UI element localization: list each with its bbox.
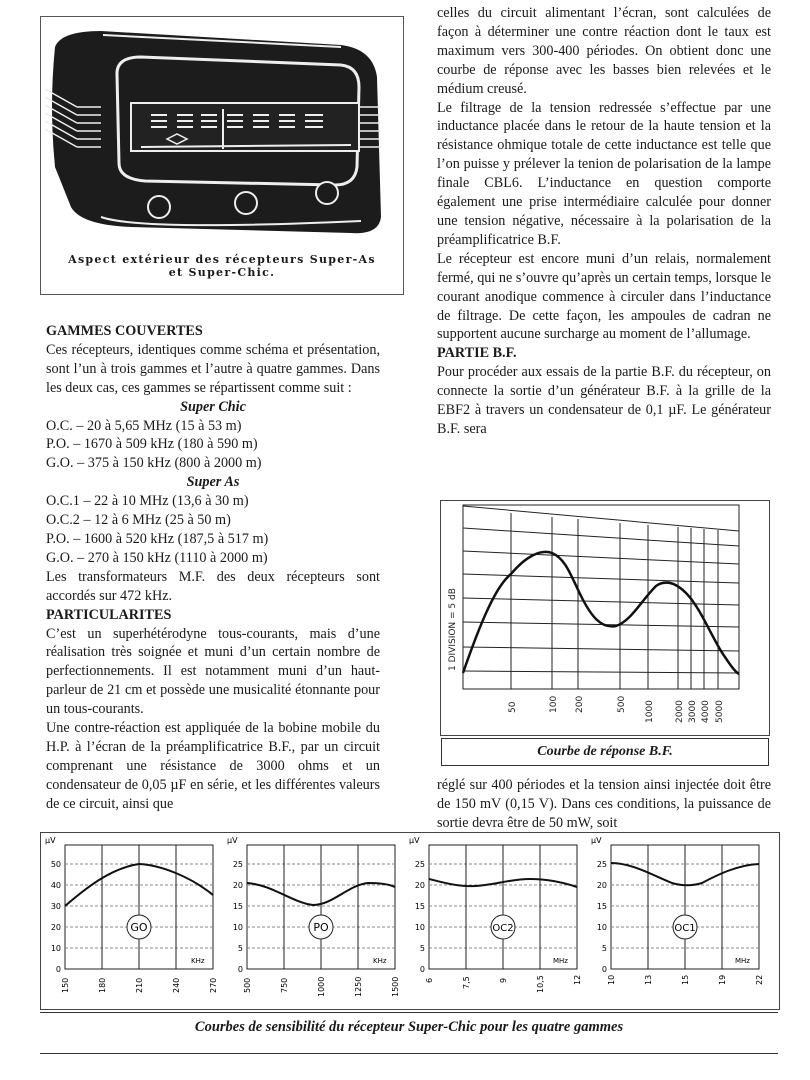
ytick: 10: [596, 923, 607, 932]
chart-po: [227, 836, 400, 997]
sensitivity-caption: Courbes de sensibilité du récepteur Super-Chic pour les quatre gammes: [40, 1012, 778, 1054]
super-as-band: O.C.2 – 12 à 6 MHz (25 à 50 m): [46, 512, 231, 529]
right-p3: Le récepteur est encore muni d’un relais, normalement fermé, qui ne s’ouvre qu’après un certain temps, lorsque le courant anodique commence à circuler dans l’inductance de filtrage. De cette façon, les ampoules de cadran ne supportent aucune surcharge au moment de l’allumage.: [437, 250, 771, 343]
ytick: 0: [601, 965, 607, 974]
super-chic-band: G.O. – 375 à 150 kHz (800 à 2000 m): [46, 455, 262, 472]
particularites-p1: C’est un superhétérodyne tous-courants, mais d’une réalisation très soignée et muni d’un certain nombre de perfectionnements. Il est notamment muni d’un haut-parleur de 21 cm et possède une musicalité étonnante pour un tous-courants.: [46, 625, 380, 718]
super-chic-band: P.O. – 1670 à 509 kHz (180 à 590 m): [46, 436, 258, 453]
bf-xtick: 5000: [715, 700, 725, 723]
ytick: 10: [414, 923, 425, 932]
right-column-bottom: [437, 776, 771, 833]
bf-xtick: 200: [575, 695, 585, 713]
bf-xtick: 2000: [675, 700, 685, 723]
xtick: 10: [607, 974, 616, 985]
ytick: 25: [596, 860, 607, 869]
ytick: 50: [50, 860, 61, 869]
bf-chart-caption: Courbe de réponse B.F.: [441, 738, 769, 766]
right-p4: Pour procéder aux essais de la partie B.F. du récepteur, on connecte la sortie d’un générateur B.F. à la grille de la EBF2 à travers un condensateur de 0,1 µF. Le générateur B.F. sera: [437, 364, 771, 437]
ytick: 30: [50, 902, 61, 911]
bf-ylabel: 1 DIVISION = 5 dB: [448, 588, 458, 671]
bf-xtick: 50: [508, 701, 518, 713]
xtick: 180: [98, 977, 107, 993]
mf-note: Les transformateurs M.F. des deux récepteurs sont accordés sur 472 kHz.: [46, 568, 380, 604]
xtick: 240: [172, 977, 181, 993]
xtick: 270: [209, 977, 218, 993]
bf-xtick: 1000: [645, 700, 655, 723]
xunit-go: KHz: [191, 957, 205, 965]
xunit-po: KHz: [373, 957, 387, 965]
bf-xtick: 4000: [701, 700, 711, 723]
xtick: 500: [243, 977, 252, 993]
xtick: 19: [718, 974, 727, 985]
radio-illustration: [41, 17, 403, 247]
xtick: 12: [573, 974, 582, 985]
heading-partie-bf: PARTIE B.F.: [437, 345, 517, 362]
xtick: 1250: [354, 976, 363, 997]
chart-go: [45, 836, 218, 993]
ytick: 20: [50, 923, 61, 932]
xtick: 22: [755, 974, 764, 985]
unit-oc2: µV: [409, 836, 420, 845]
ytick: 5: [419, 944, 425, 953]
super-as-band: G.O. – 270 à 150 kHz (1110 à 2000 m): [46, 549, 268, 566]
super-as-title: Super As: [186, 474, 240, 491]
heading-gammes-couvertes: GAMMES COUVERTES: [46, 323, 203, 339]
badge-go: GO: [130, 921, 148, 934]
unit-oc1: µV: [591, 836, 602, 845]
gammes-intro: Ces récepteurs, identiques comme schéma et présentation, sont l’un à trois gammes et l’autre à quatre gammes. Dans les deux cas, ces gammes se répartissent comme suit :: [46, 341, 380, 396]
particularites-p2: Une contre-réaction est appliquée de la bobine mobile du H.P. à l’écran de la préamplificatrice B.F., par un circuit comprenant une résistance de 3000 ohms et un condensateur de 0,05 µF en série, et les différentes valeurs de ce circuit, ainsi que: [46, 720, 380, 812]
super-as-band: O.C.1 – 22 à 10 MHz (13,6 à 30 m): [46, 493, 249, 510]
bf-xtick: 500: [617, 695, 627, 713]
badge-oc2: OC2: [492, 923, 514, 934]
xtick: 150: [61, 977, 70, 993]
ytick: 10: [50, 944, 61, 953]
ytick: 15: [596, 902, 607, 911]
heading-particularites: PARTICULARITES: [46, 606, 172, 623]
super-as-band: P.O. – 1600 à 520 kHz (187,5 à 517 m): [46, 530, 269, 547]
ytick: 15: [232, 902, 243, 911]
xtick: 15: [681, 974, 690, 985]
ytick: 20: [414, 881, 425, 890]
xtick: 210: [135, 977, 144, 993]
chart-oc1: [591, 836, 764, 985]
xunit-oc1: MHz: [735, 957, 750, 965]
badge-oc1: OC1: [674, 923, 696, 934]
ytick: 10: [232, 923, 243, 932]
xtick: 10,5: [536, 975, 545, 993]
right-p2: Le filtrage de la tension redressée s’effectue par une inductance placée dans le retour de la haute tension et la résistance ohmique totale de cette inductance est telle que l’on puisse y prélever la tenion de polarisation de la lampe finale CBL6. L’inductance en question comporte également une prise intermédiaire calculée pour donner une tension négative, nécessaire à la polarisation de la préamplificatrice B.F.: [437, 99, 771, 248]
xtick: 7,5: [462, 976, 471, 989]
ytick: 25: [232, 860, 243, 869]
ytick: 15: [414, 902, 425, 911]
bf-response-chart: [440, 500, 770, 736]
xtick: 750: [280, 977, 289, 993]
ytick: 25: [414, 860, 425, 869]
super-chic-band: O.C. – 20 à 5,65 MHz (15 à 53 m): [46, 417, 242, 434]
ytick: 20: [596, 881, 607, 890]
right-p1: celles du circuit alimentant l’écran, sont calculées de façon à déterminer une contre réaction dont le taux est maximum vers 300-400 périodes. On obtient donc une courbe de réponse avec les basses bien relevées et le médium creusé.: [437, 5, 771, 97]
xtick: 13: [644, 974, 653, 985]
xtick: 6: [425, 977, 434, 983]
bf-xtick: 3000: [688, 700, 698, 723]
radio-caption-line1: Aspect extérieur des récepteurs Super-As: [68, 253, 376, 266]
xtick: 9: [499, 977, 508, 983]
unit-go: µV: [45, 836, 56, 845]
chart-oc2: [409, 836, 582, 993]
sensitivity-charts: [40, 832, 780, 1010]
radio-caption-line2: et Super-Chic.: [168, 266, 276, 279]
left-column: [46, 322, 380, 814]
ytick: 40: [50, 881, 61, 890]
ytick: 0: [55, 965, 61, 974]
super-chic-title: Super Chic: [180, 398, 246, 415]
ytick: 5: [601, 944, 607, 953]
right-column-top: [437, 4, 771, 439]
xtick: 1000: [317, 976, 326, 997]
xtick: 1500: [391, 976, 400, 997]
xunit-oc2: MHz: [553, 957, 568, 965]
unit-po: µV: [227, 836, 238, 845]
badge-po: PO: [313, 921, 329, 934]
ytick: 0: [419, 965, 425, 974]
bf-xtick: 100: [549, 695, 559, 713]
radio-figure: [40, 16, 404, 295]
ytick: 0: [237, 965, 243, 974]
right-p5: réglé sur 400 périodes et la tension ainsi injectée doit être de 150 mV (0,15 V). Dans ces conditions, la puissance de sortie devra être de 50 mW, soit: [437, 777, 771, 831]
ytick: 5: [237, 944, 243, 953]
ytick: 20: [232, 881, 243, 890]
